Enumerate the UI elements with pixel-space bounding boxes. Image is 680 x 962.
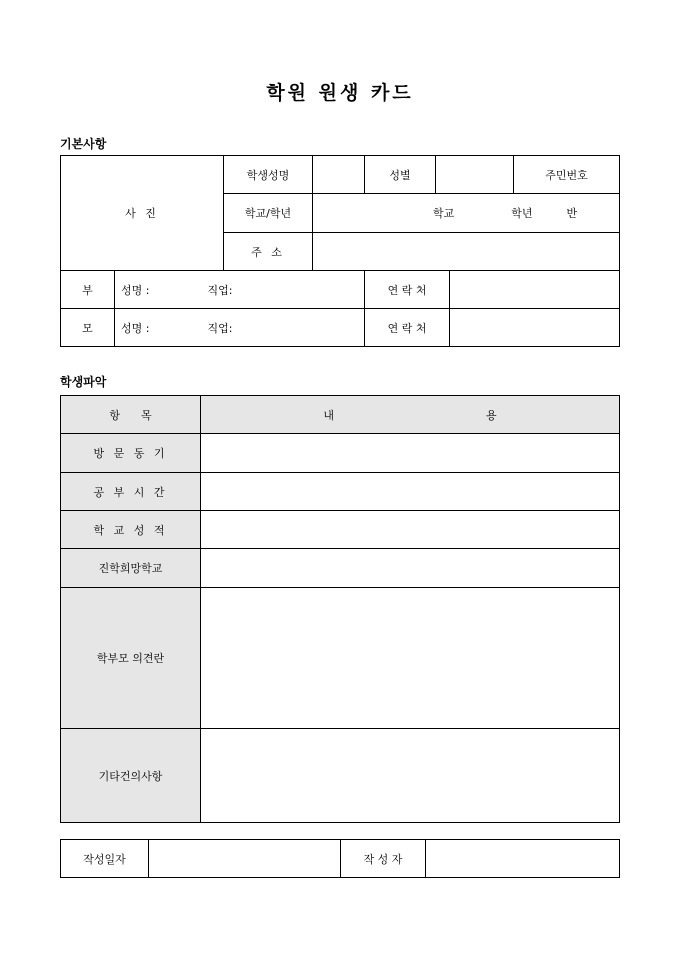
father-name-label: 성명 : xyxy=(121,283,150,297)
header-content-2: 용 xyxy=(486,408,497,422)
grade-word: 학년 xyxy=(511,207,533,220)
gender-field[interactable] xyxy=(436,156,514,194)
father-name-job-field[interactable] xyxy=(115,271,365,309)
basic-info-table xyxy=(60,155,620,347)
class-word: 반 xyxy=(566,207,578,220)
gender-label: 성별 xyxy=(365,156,436,194)
row-value-desired-school[interactable] xyxy=(201,549,620,588)
mother-job-label: 직업: xyxy=(207,321,233,335)
mother-contact-label: 연 락 처 xyxy=(365,309,450,347)
header-content xyxy=(201,396,620,434)
school-grade-label: 학교/학년 xyxy=(224,194,313,233)
row-value-visit-motive[interactable] xyxy=(201,434,620,473)
father-label: 부 xyxy=(61,271,115,309)
student-name-label: 학생성명 xyxy=(224,156,313,194)
address-field[interactable] xyxy=(313,233,620,271)
row-label-desired-school: 진학희망학교 xyxy=(61,549,201,588)
mother-name-label: 성명 : xyxy=(121,321,150,335)
assessment-section-label: 학생파악 xyxy=(60,375,107,389)
row-value-other-suggestions[interactable] xyxy=(201,729,620,823)
row-label-school-grades: 학 교 성 적 xyxy=(61,511,201,549)
photo-cell: 사 진 xyxy=(61,156,224,271)
father-contact-label: 연 락 처 xyxy=(365,271,450,309)
row-label-visit-motive: 방 문 동 기 xyxy=(61,434,201,473)
date-field[interactable] xyxy=(149,840,341,878)
row-value-study-time[interactable] xyxy=(201,473,620,511)
mother-contact-field[interactable] xyxy=(450,309,620,347)
address-label: 주 소 xyxy=(224,233,313,271)
basic-section-label: 기본사항 xyxy=(60,137,107,151)
row-label-study-time: 공 부 시 간 xyxy=(61,473,201,511)
footer-table xyxy=(60,839,620,878)
page-title: 학원 원생 카드 xyxy=(266,82,414,104)
school-word: 학교 xyxy=(433,207,455,220)
assessment-table xyxy=(60,395,620,823)
row-label-other-suggestions: 기타건의사항 xyxy=(61,729,201,823)
date-label: 작성일자 xyxy=(61,840,149,878)
author-label: 작 성 자 xyxy=(341,840,426,878)
father-job-label: 직업: xyxy=(207,283,233,297)
row-value-school-grades[interactable] xyxy=(201,511,620,549)
header-item: 항 목 xyxy=(61,396,201,434)
mother-label: 모 xyxy=(61,309,115,347)
row-label-parent-opinion: 학부모 의견란 xyxy=(61,588,201,729)
author-field[interactable] xyxy=(426,840,620,878)
rrn-label: 주민번호 xyxy=(514,156,620,194)
mother-name-job-field[interactable] xyxy=(115,309,365,347)
row-value-parent-opinion[interactable] xyxy=(201,588,620,729)
school-grade-field[interactable] xyxy=(313,194,620,233)
father-contact-field[interactable] xyxy=(450,271,620,309)
header-content-1: 내 xyxy=(323,408,334,422)
student-name-field[interactable] xyxy=(313,156,365,194)
